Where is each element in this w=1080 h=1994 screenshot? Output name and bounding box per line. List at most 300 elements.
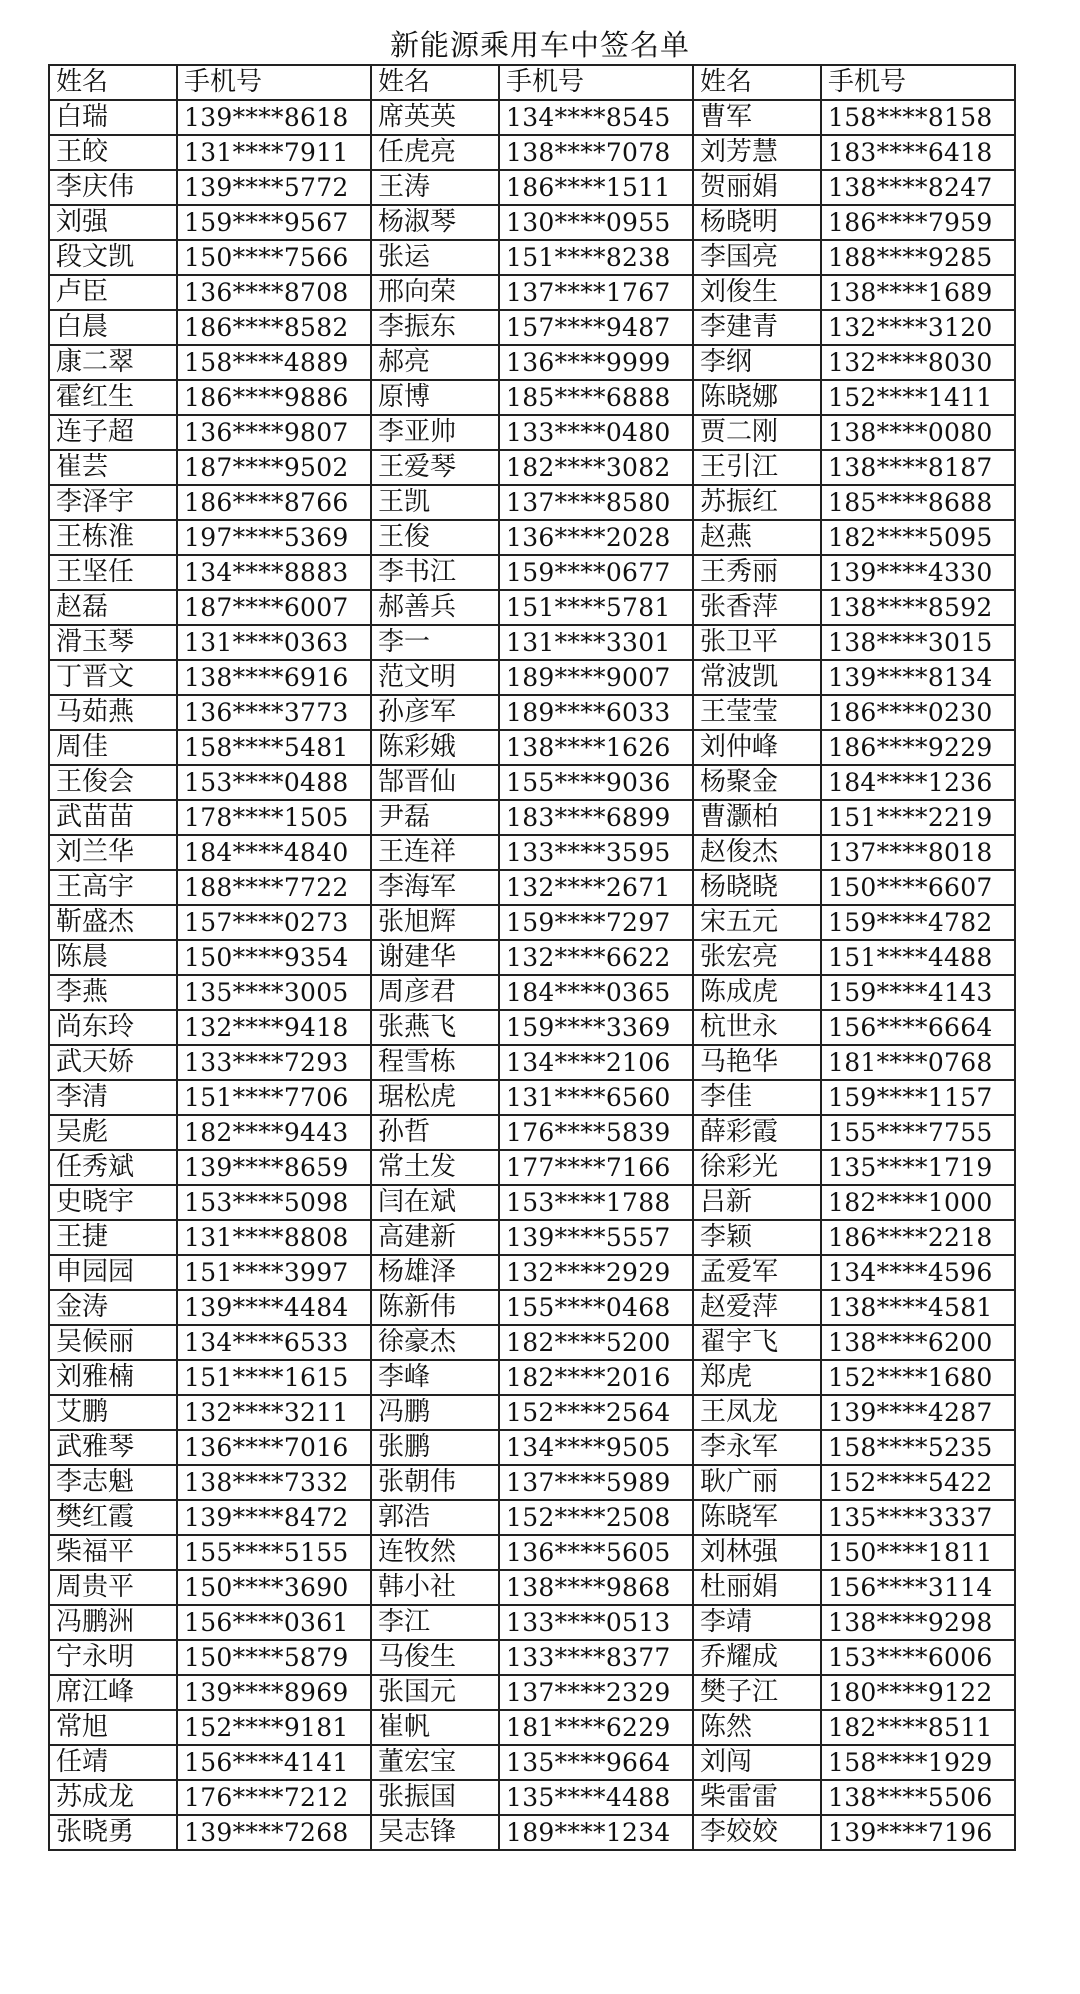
phone-cell: 159****1157: [821, 1080, 1015, 1115]
name-cell: 曹灏柏: [693, 800, 821, 835]
table-row: [49, 345, 1015, 380]
phone-cell: 138****1626: [499, 730, 693, 765]
name-cell: 冯鹏洲: [49, 1605, 177, 1640]
table-row: [49, 275, 1015, 310]
phone-cell: 178****1505: [177, 800, 371, 835]
table-row: [49, 1395, 1015, 1430]
name-cell: 王皎: [49, 135, 177, 170]
phone-cell: 150****1811: [821, 1535, 1015, 1570]
phone-cell: 187****9502: [177, 450, 371, 485]
name-cell: 王栋淮: [49, 520, 177, 555]
name-cell: 李志魁: [49, 1465, 177, 1500]
table-row: [49, 1325, 1015, 1360]
name-cell: 赵磊: [49, 590, 177, 625]
name-cell: 白晨: [49, 310, 177, 345]
column-header-phone: 手机号: [821, 65, 1015, 100]
phone-cell: 158****5481: [177, 730, 371, 765]
name-cell: 陈彩娥: [371, 730, 499, 765]
name-cell: 董宏宝: [371, 1745, 499, 1780]
table-row: [49, 1255, 1015, 1290]
name-cell: 马艳华: [693, 1045, 821, 1080]
phone-cell: 138****4581: [821, 1290, 1015, 1325]
name-cell: 王俊: [371, 520, 499, 555]
phone-cell: 186****8582: [177, 310, 371, 345]
phone-cell: 153****5098: [177, 1185, 371, 1220]
name-cell: 杨聚金: [693, 765, 821, 800]
name-cell: 崔帆: [371, 1710, 499, 1745]
phone-cell: 156****4141: [177, 1745, 371, 1780]
table-row: [49, 450, 1015, 485]
table-row: [49, 590, 1015, 625]
phone-cell: 139****7268: [177, 1815, 371, 1850]
phone-cell: 138****0080: [821, 415, 1015, 450]
phone-cell: 188****7722: [177, 870, 371, 905]
phone-cell: 159****7297: [499, 905, 693, 940]
phone-cell: 151****7706: [177, 1080, 371, 1115]
name-cell: 常土发: [371, 1150, 499, 1185]
name-cell: 刘兰华: [49, 835, 177, 870]
name-cell: 薛彩霞: [693, 1115, 821, 1150]
name-cell: 吴志锋: [371, 1815, 499, 1850]
phone-cell: 182****9443: [177, 1115, 371, 1150]
phone-cell: 136****8708: [177, 275, 371, 310]
name-cell: 闫在斌: [371, 1185, 499, 1220]
name-cell: 刘强: [49, 205, 177, 240]
name-cell: 孟爱军: [693, 1255, 821, 1290]
name-cell: 刘雅楠: [49, 1360, 177, 1395]
winner-list-table: [48, 64, 1016, 1851]
name-cell: 刘俊生: [693, 275, 821, 310]
phone-cell: 131****6560: [499, 1080, 693, 1115]
name-cell: 李佳: [693, 1080, 821, 1115]
table-row: [49, 415, 1015, 450]
phone-cell: 186****1511: [499, 170, 693, 205]
table-row: [49, 1815, 1015, 1850]
header-row: [49, 65, 1015, 100]
phone-cell: 153****1788: [499, 1185, 693, 1220]
table-row: [49, 1115, 1015, 1150]
name-cell: 徐豪杰: [371, 1325, 499, 1360]
table-row: [49, 135, 1015, 170]
phone-cell: 133****8377: [499, 1640, 693, 1675]
name-cell: 滑玉琴: [49, 625, 177, 660]
table-row: [49, 1290, 1015, 1325]
phone-cell: 137****8018: [821, 835, 1015, 870]
phone-cell: 150****3690: [177, 1570, 371, 1605]
name-cell: 李海军: [371, 870, 499, 905]
table-row: [49, 1150, 1015, 1185]
name-cell: 樊红霞: [49, 1500, 177, 1535]
phone-cell: 159****3369: [499, 1010, 693, 1045]
name-cell: 李姣姣: [693, 1815, 821, 1850]
name-cell: 原博: [371, 380, 499, 415]
phone-cell: 155****0468: [499, 1290, 693, 1325]
name-cell: 李泽宇: [49, 485, 177, 520]
name-cell: 李峰: [371, 1360, 499, 1395]
name-cell: 徐彩光: [693, 1150, 821, 1185]
table-row: [49, 1570, 1015, 1605]
table-row: [49, 1430, 1015, 1465]
name-cell: 曹军: [693, 100, 821, 135]
name-cell: 杜丽娟: [693, 1570, 821, 1605]
phone-cell: 157****0273: [177, 905, 371, 940]
phone-cell: 132****8030: [821, 345, 1015, 380]
table-row: [49, 625, 1015, 660]
name-cell: 吴彪: [49, 1115, 177, 1150]
name-cell: 王俊会: [49, 765, 177, 800]
name-cell: 席英英: [371, 100, 499, 135]
table-row: [49, 1360, 1015, 1395]
name-cell: 邢向荣: [371, 275, 499, 310]
phone-cell: 182****3082: [499, 450, 693, 485]
phone-cell: 155****7755: [821, 1115, 1015, 1150]
column-header-phone: 手机号: [499, 65, 693, 100]
phone-cell: 136****5605: [499, 1535, 693, 1570]
name-cell: 冯鹏: [371, 1395, 499, 1430]
name-cell: 张国元: [371, 1675, 499, 1710]
phone-cell: 158****1929: [821, 1745, 1015, 1780]
table-row: [49, 730, 1015, 765]
table-row: [49, 975, 1015, 1010]
phone-cell: 138****6916: [177, 660, 371, 695]
name-cell: 艾鹏: [49, 1395, 177, 1430]
name-cell: 张振国: [371, 1780, 499, 1815]
name-cell: 武天娇: [49, 1045, 177, 1080]
table-row: [49, 1535, 1015, 1570]
name-cell: 卢臣: [49, 275, 177, 310]
phone-cell: 150****9354: [177, 940, 371, 975]
phone-cell: 132****3211: [177, 1395, 371, 1430]
name-cell: 刘林强: [693, 1535, 821, 1570]
phone-cell: 151****4488: [821, 940, 1015, 975]
phone-cell: 139****8969: [177, 1675, 371, 1710]
phone-cell: 136****3773: [177, 695, 371, 730]
name-cell: 樊子江: [693, 1675, 821, 1710]
phone-cell: 150****5879: [177, 1640, 371, 1675]
phone-cell: 135****1719: [821, 1150, 1015, 1185]
name-cell: 康二翠: [49, 345, 177, 380]
phone-cell: 131****8808: [177, 1220, 371, 1255]
table-row: [49, 310, 1015, 345]
name-cell: 申园园: [49, 1255, 177, 1290]
phone-cell: 136****2028: [499, 520, 693, 555]
phone-cell: 134****2106: [499, 1045, 693, 1080]
phone-cell: 152****1680: [821, 1360, 1015, 1395]
phone-cell: 132****9418: [177, 1010, 371, 1045]
name-cell: 王爱琴: [371, 450, 499, 485]
phone-cell: 151****3997: [177, 1255, 371, 1290]
name-cell: 张旭辉: [371, 905, 499, 940]
name-cell: 陈晓军: [693, 1500, 821, 1535]
name-cell: 刘闯: [693, 1745, 821, 1780]
phone-cell: 135****3337: [821, 1500, 1015, 1535]
phone-cell: 136****9807: [177, 415, 371, 450]
name-cell: 李一: [371, 625, 499, 660]
phone-cell: 131****7911: [177, 135, 371, 170]
name-cell: 席江峰: [49, 1675, 177, 1710]
phone-cell: 134****9505: [499, 1430, 693, 1465]
name-cell: 白瑞: [49, 100, 177, 135]
name-cell: 陈成虎: [693, 975, 821, 1010]
name-cell: 武雅琴: [49, 1430, 177, 1465]
name-cell: 陈新伟: [371, 1290, 499, 1325]
name-cell: 刘芳慧: [693, 135, 821, 170]
name-cell: 韩小社: [371, 1570, 499, 1605]
table-body: [49, 65, 1015, 1850]
table-row: [49, 1500, 1015, 1535]
name-cell: 王高宇: [49, 870, 177, 905]
phone-cell: 137****8580: [499, 485, 693, 520]
name-cell: 尹磊: [371, 800, 499, 835]
phone-cell: 176****7212: [177, 1780, 371, 1815]
name-cell: 任虎亮: [371, 135, 499, 170]
phone-cell: 181****0768: [821, 1045, 1015, 1080]
phone-cell: 139****4330: [821, 555, 1015, 590]
phone-cell: 158****4889: [177, 345, 371, 380]
table-row: [49, 1640, 1015, 1675]
phone-cell: 135****3005: [177, 975, 371, 1010]
name-cell: 孙哲: [371, 1115, 499, 1150]
name-cell: 李庆伟: [49, 170, 177, 205]
table-row: [49, 1045, 1015, 1080]
phone-cell: 159****0677: [499, 555, 693, 590]
phone-cell: 151****5781: [499, 590, 693, 625]
phone-cell: 184****1236: [821, 765, 1015, 800]
name-cell: 范文明: [371, 660, 499, 695]
phone-cell: 180****9122: [821, 1675, 1015, 1710]
phone-cell: 138****5506: [821, 1780, 1015, 1815]
name-cell: 杨淑琴: [371, 205, 499, 240]
name-cell: 马茹燕: [49, 695, 177, 730]
name-cell: 王捷: [49, 1220, 177, 1255]
name-cell: 李燕: [49, 975, 177, 1010]
phone-cell: 138****1689: [821, 275, 1015, 310]
name-cell: 郑虎: [693, 1360, 821, 1395]
name-cell: 李国亮: [693, 240, 821, 275]
name-cell: 张晓勇: [49, 1815, 177, 1850]
column-header-name: 姓名: [371, 65, 499, 100]
phone-cell: 139****8134: [821, 660, 1015, 695]
phone-cell: 138****9298: [821, 1605, 1015, 1640]
phone-cell: 137****2329: [499, 1675, 693, 1710]
name-cell: 陈晓娜: [693, 380, 821, 415]
name-cell: 王莹莹: [693, 695, 821, 730]
page-title: 新能源乘用车中签名单: [389, 28, 690, 62]
phone-cell: 150****7566: [177, 240, 371, 275]
table-row: [49, 835, 1015, 870]
table-row: [49, 520, 1015, 555]
name-cell: 王秀丽: [693, 555, 821, 590]
phone-cell: 181****6229: [499, 1710, 693, 1745]
name-cell: 霍红生: [49, 380, 177, 415]
name-cell: 琚松虎: [371, 1080, 499, 1115]
table-row: [49, 870, 1015, 905]
phone-cell: 138****8187: [821, 450, 1015, 485]
phone-cell: 138****8247: [821, 170, 1015, 205]
table-row: [49, 240, 1015, 275]
phone-cell: 155****9036: [499, 765, 693, 800]
phone-cell: 130****0955: [499, 205, 693, 240]
name-cell: 尚东玲: [49, 1010, 177, 1045]
name-cell: 杨晓明: [693, 205, 821, 240]
phone-cell: 133****7293: [177, 1045, 371, 1080]
name-cell: 连牧然: [371, 1535, 499, 1570]
table-row: [49, 1010, 1015, 1045]
name-cell: 靳盛杰: [49, 905, 177, 940]
name-cell: 段文凯: [49, 240, 177, 275]
name-cell: 任秀斌: [49, 1150, 177, 1185]
table-row: [49, 485, 1015, 520]
table-row: [49, 1185, 1015, 1220]
name-cell: 武苗苗: [49, 800, 177, 835]
phone-cell: 132****6622: [499, 940, 693, 975]
name-cell: 陈晨: [49, 940, 177, 975]
name-cell: 张香萍: [693, 590, 821, 625]
phone-cell: 157****9487: [499, 310, 693, 345]
name-cell: 郭浩: [371, 1500, 499, 1535]
phone-cell: 177****7166: [499, 1150, 693, 1185]
phone-cell: 139****5772: [177, 170, 371, 205]
name-cell: 陈然: [693, 1710, 821, 1745]
phone-cell: 182****8511: [821, 1710, 1015, 1745]
name-cell: 李书江: [371, 555, 499, 590]
name-cell: 杨晓晓: [693, 870, 821, 905]
phone-cell: 139****4287: [821, 1395, 1015, 1430]
phone-cell: 138****7078: [499, 135, 693, 170]
name-cell: 柴雷雷: [693, 1780, 821, 1815]
phone-cell: 134****8545: [499, 100, 693, 135]
table-row: [49, 1710, 1015, 1745]
phone-cell: 182****5095: [821, 520, 1015, 555]
name-cell: 郝亮: [371, 345, 499, 380]
phone-cell: 187****6007: [177, 590, 371, 625]
column-header-name: 姓名: [693, 65, 821, 100]
phone-cell: 186****2218: [821, 1220, 1015, 1255]
phone-cell: 189****6033: [499, 695, 693, 730]
phone-cell: 133****0513: [499, 1605, 693, 1640]
phone-cell: 152****9181: [177, 1710, 371, 1745]
name-cell: 李清: [49, 1080, 177, 1115]
name-cell: 赵爱萍: [693, 1290, 821, 1325]
phone-cell: 135****4488: [499, 1780, 693, 1815]
phone-cell: 189****9007: [499, 660, 693, 695]
name-cell: 马俊生: [371, 1640, 499, 1675]
table-row: [49, 555, 1015, 590]
phone-cell: 139****8659: [177, 1150, 371, 1185]
name-cell: 李靖: [693, 1605, 821, 1640]
phone-cell: 182****1000: [821, 1185, 1015, 1220]
phone-cell: 134****8883: [177, 555, 371, 590]
phone-cell: 186****9229: [821, 730, 1015, 765]
name-cell: 郜晋仙: [371, 765, 499, 800]
table-row: [49, 1675, 1015, 1710]
phone-cell: 137****1767: [499, 275, 693, 310]
phone-cell: 137****5989: [499, 1465, 693, 1500]
name-cell: 宁永明: [49, 1640, 177, 1675]
name-cell: 常旭: [49, 1710, 177, 1745]
phone-cell: 182****2016: [499, 1360, 693, 1395]
phone-cell: 155****5155: [177, 1535, 371, 1570]
phone-cell: 134****4596: [821, 1255, 1015, 1290]
name-cell: 张卫平: [693, 625, 821, 660]
table-row: [49, 380, 1015, 415]
name-cell: 吴候丽: [49, 1325, 177, 1360]
name-cell: 杨雄泽: [371, 1255, 499, 1290]
name-cell: 谢建华: [371, 940, 499, 975]
table-row: [49, 1780, 1015, 1815]
table-row: [49, 170, 1015, 205]
phone-cell: 188****9285: [821, 240, 1015, 275]
phone-cell: 183****6418: [821, 135, 1015, 170]
name-cell: 王坚任: [49, 555, 177, 590]
name-cell: 赵燕: [693, 520, 821, 555]
name-cell: 王连祥: [371, 835, 499, 870]
name-cell: 刘仲峰: [693, 730, 821, 765]
phone-cell: 131****0363: [177, 625, 371, 660]
phone-cell: 176****5839: [499, 1115, 693, 1150]
name-cell: 贺丽娟: [693, 170, 821, 205]
phone-cell: 133****3595: [499, 835, 693, 870]
name-cell: 张宏亮: [693, 940, 821, 975]
table-row: [49, 695, 1015, 730]
name-cell: 吕新: [693, 1185, 821, 1220]
phone-cell: 135****9664: [499, 1745, 693, 1780]
name-cell: 周贵平: [49, 1570, 177, 1605]
phone-cell: 139****5557: [499, 1220, 693, 1255]
name-cell: 李颖: [693, 1220, 821, 1255]
phone-cell: 185****6888: [499, 380, 693, 415]
name-cell: 李江: [371, 1605, 499, 1640]
name-cell: 李纲: [693, 345, 821, 380]
phone-cell: 138****7332: [177, 1465, 371, 1500]
phone-cell: 138****8592: [821, 590, 1015, 625]
name-cell: 张朝伟: [371, 1465, 499, 1500]
name-cell: 周佳: [49, 730, 177, 765]
name-cell: 王凤龙: [693, 1395, 821, 1430]
phone-cell: 150****6607: [821, 870, 1015, 905]
phone-cell: 132****2929: [499, 1255, 693, 1290]
phone-cell: 186****9886: [177, 380, 371, 415]
name-cell: 柴福平: [49, 1535, 177, 1570]
name-cell: 周彦君: [371, 975, 499, 1010]
name-cell: 耿广丽: [693, 1465, 821, 1500]
phone-cell: 159****4782: [821, 905, 1015, 940]
name-cell: 贾二刚: [693, 415, 821, 450]
name-cell: 张鹏: [371, 1430, 499, 1465]
name-cell: 赵俊杰: [693, 835, 821, 870]
phone-cell: 152****2508: [499, 1500, 693, 1535]
table-row: [49, 100, 1015, 135]
name-cell: 张燕飞: [371, 1010, 499, 1045]
name-cell: 王凯: [371, 485, 499, 520]
phone-cell: 131****3301: [499, 625, 693, 660]
name-cell: 崔芸: [49, 450, 177, 485]
table-row: [49, 905, 1015, 940]
phone-cell: 158****8158: [821, 100, 1015, 135]
phone-cell: 185****8688: [821, 485, 1015, 520]
name-cell: 王引江: [693, 450, 821, 485]
phone-cell: 136****9999: [499, 345, 693, 380]
table-row: [49, 660, 1015, 695]
name-cell: 金涛: [49, 1290, 177, 1325]
phone-cell: 152****5422: [821, 1465, 1015, 1500]
phone-cell: 138****6200: [821, 1325, 1015, 1360]
name-cell: 宋五元: [693, 905, 821, 940]
name-cell: 史晓宇: [49, 1185, 177, 1220]
phone-cell: 139****8472: [177, 1500, 371, 1535]
column-header-phone: 手机号: [177, 65, 371, 100]
phone-cell: 184****4840: [177, 835, 371, 870]
